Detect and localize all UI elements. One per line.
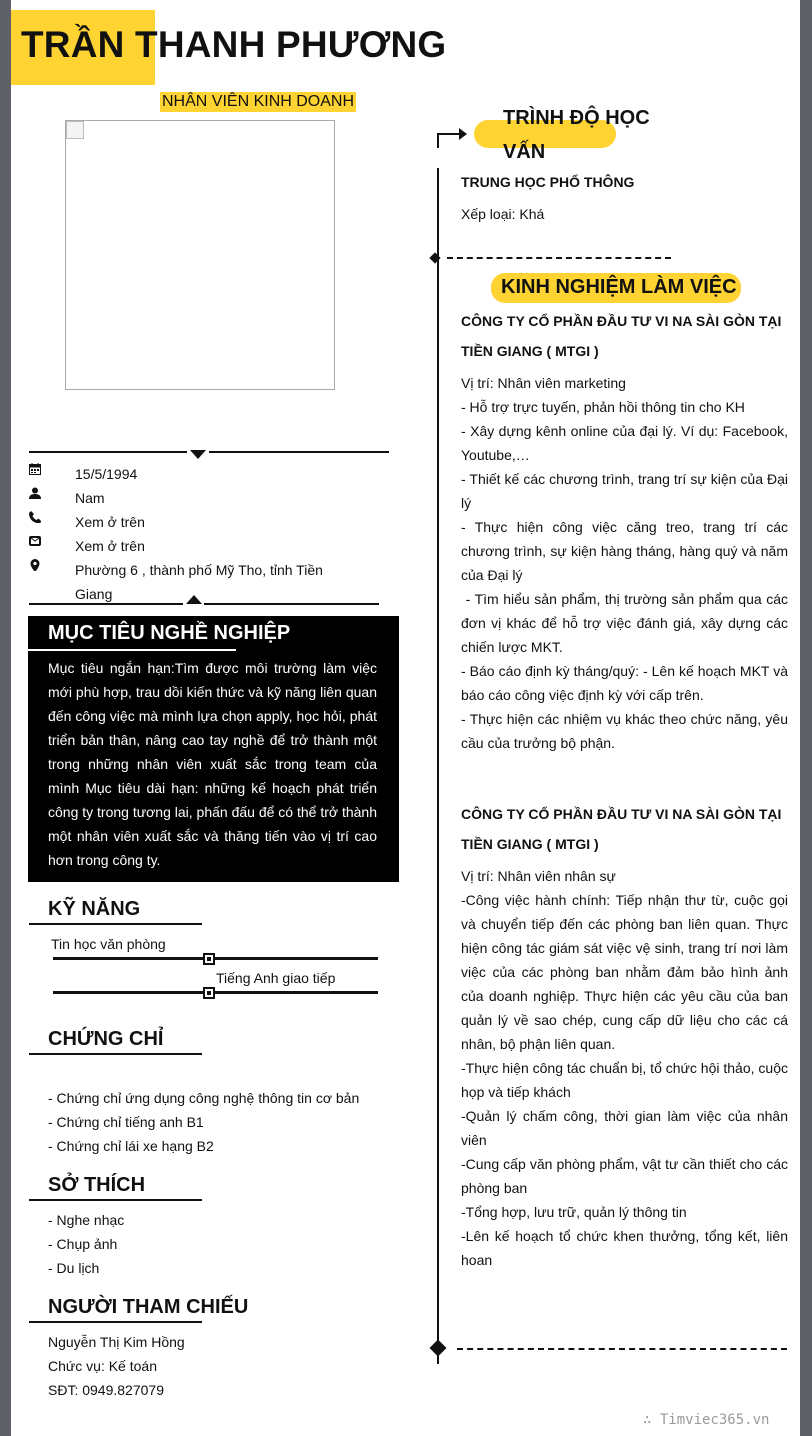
job-title: NHÂN VIÊN KINH DOANH (162, 93, 355, 110)
education-grade: Xếp loại: Khá (461, 206, 545, 222)
job-line: Vị trí: Nhân viên nhân sự (461, 868, 616, 884)
job-line: - Tìm hiểu sản phẩm, thị trường sản phẩm qua các đơn vị khác để hỗ trợ việc đánh giá, xây dựng các chiến lược MKT. (461, 591, 792, 655)
job-line: - Xây dựng kênh online của đại lý. Ví dụ: Facebook, Youtube,… (461, 423, 788, 463)
job-line: - Thực hiện các nhiệm vụ khác theo chức năng, yêu cầu của trưởng bộ phận. (461, 711, 788, 751)
reference-phone: SĐT: 0949.827079 (48, 1382, 164, 1398)
divider (209, 451, 389, 453)
job-description (461, 864, 788, 1272)
section-title-line: VẤN (503, 141, 546, 163)
list-item: - Du lịch (48, 1260, 100, 1276)
email: Xem ở trên (75, 538, 145, 554)
section-title-references: NGƯỜI THAM CHIẾU (48, 1296, 249, 1318)
cv-page (11, 0, 800, 1436)
triangle-up-icon (186, 595, 202, 605)
objective-text: Mục tiêu ngắn hạn:Tìm được môi trường làm việc mới phù hợp, trau dồi kiến thức và kỹ năng liên quan đến công việc mà mình lựa chọn apply, học hỏi, phát triển bản thân, nâng cao tay nghề để trở thành một trong những nhân viên xuất sắc trong team của mình Mục tiêu dài hạn: những kế hoạch phát triển công ty trong tương lai, phấn đấu để có thể trở thành một nhân viên xuất sắc và thăng tiến vào vị trí cao hơn trong công ty. (48, 660, 377, 868)
section-title-line: TRÌNH ĐỘ HỌC (503, 107, 650, 129)
company-name: CÔNG TY CỔ PHẦN ĐẦU TƯ VI NA SÀI GÒN TẠI TIỀN GIANG ( MTGI ) (461, 806, 782, 852)
section-title-objective: MỤC TIÊU NGHỀ NGHIỆP (48, 622, 291, 644)
list-item: - Chụp ảnh (48, 1236, 118, 1252)
profile-photo (65, 120, 335, 390)
phone-icon (29, 511, 41, 523)
reference-position: Chức vụ: Kế toán (48, 1358, 157, 1374)
job-line: - Hỗ trợ trực tuyến, phản hồi thông tin cho KH (461, 399, 745, 415)
user-icon (29, 487, 41, 499)
job-description (461, 371, 792, 755)
school-name: TRUNG HỌC PHỔ THÔNG (461, 174, 635, 190)
list-item: - Chứng chỉ lái xe hạng B2 (48, 1138, 214, 1154)
skill-label: Tiếng Anh giao tiếp (216, 970, 336, 986)
skill-bar (53, 991, 378, 994)
list-item: - Chứng chỉ ứng dụng công nghệ thông tin cơ bản (48, 1090, 360, 1106)
triangle-down-icon (190, 450, 206, 460)
timeline-diamond (430, 1340, 447, 1357)
arrow-right-icon (437, 124, 469, 150)
section-underline (29, 1053, 202, 1055)
section-title-experience: KINH NGHIỆM LÀM VIỆC (501, 276, 737, 298)
section-underline (29, 1321, 202, 1323)
job-line: -Quản lý chấm công, thời gian làm việc của nhân viên (461, 1108, 788, 1148)
objective-section (28, 616, 399, 882)
job-line: -Thực hiện công tác chuẩn bị, tổ chức hội thảo, cuộc họp và tiếp khách (461, 1060, 788, 1100)
skill-level-handle (203, 953, 215, 965)
personal-info (29, 462, 329, 606)
broken-image-icon (66, 121, 84, 139)
dashed-divider (447, 257, 671, 259)
section-underline (29, 923, 202, 925)
location-icon (29, 559, 41, 571)
timeline-line (437, 168, 439, 1364)
section-underline (28, 649, 236, 651)
section-title-certificates: CHỨNG CHỈ (48, 1028, 164, 1050)
section-title-education (503, 101, 650, 169)
section-title-skills: KỸ NĂNG (48, 898, 141, 920)
watermark: ∴ Timviec365.vn (643, 1412, 770, 1428)
job-line: -Công việc hành chính: Tiếp nhận thư từ, cuộc gọi và chuyển tiếp đến các phòng ban liên quan. Thực hiện công tác giám sát việc vệ sinh, trang trí nơi làm việc của các phòng ban nhằm đảm bảo hình ảnh của doanh nghiệp. Thực hiện các yêu cầu của ban quản lý về sao chép, cung cấp dữ liệu cho các cá nhân, bộ phận liên quan. (461, 892, 788, 1052)
job-line: - Thiết kế các chương trình, trang trí sự kiện của Đại lý (461, 471, 788, 511)
section-title-hobbies: SỞ THÍCH (48, 1174, 146, 1196)
job-line: - Thực hiện công việc căng treo, trang trí các chương trình, sự kiện hàng tháng, hàng quý và năm của Đại lý (461, 519, 788, 583)
calendar-icon (29, 463, 41, 475)
list-item: - Nghe nhạc (48, 1212, 125, 1228)
job-line: -Tổng hợp, lưu trữ, quản lý thông tin (461, 1204, 687, 1220)
gender: Nam (75, 490, 105, 506)
job-line: Vị trí: Nhân viên marketing (461, 375, 626, 391)
job-line: -Cung cấp văn phòng phẩm, vật tư cần thiết cho các phòng ban (461, 1156, 788, 1196)
address: Phường 6 , thành phố Mỹ Tho, tỉnh Tiền Giang (75, 562, 323, 602)
candidate-name: TRẦN THANH PHƯƠNG (21, 24, 447, 65)
company-name: CÔNG TY CỔ PHẦN ĐẦU TƯ VI NA SÀI GÒN TẠI TIỀN GIANG ( MTGI ) (461, 313, 782, 359)
divider (29, 603, 183, 605)
divider (204, 603, 379, 605)
birth-date: 15/5/1994 (75, 466, 138, 482)
job-line: -Lên kế hoạch tổ chức khen thưởng, tổng kết, liên hoan (461, 1228, 788, 1268)
list-item: - Chứng chỉ tiếng anh B1 (48, 1114, 204, 1130)
phone: Xem ở trên (75, 514, 145, 530)
skill-level-handle (203, 987, 215, 999)
job-line: - Báo cáo định kỳ tháng/quý: - Lên kế hoạch MKT và báo cáo công việc định kỳ với cấp trên. (461, 663, 788, 703)
skill-bar (53, 957, 378, 960)
reference-name: Nguyễn Thị Kim Hồng (48, 1334, 185, 1350)
skill-label: Tin học văn phòng (51, 936, 166, 952)
section-underline (29, 1199, 202, 1201)
dashed-divider (457, 1348, 787, 1350)
divider (29, 451, 187, 453)
email-icon (29, 535, 41, 547)
